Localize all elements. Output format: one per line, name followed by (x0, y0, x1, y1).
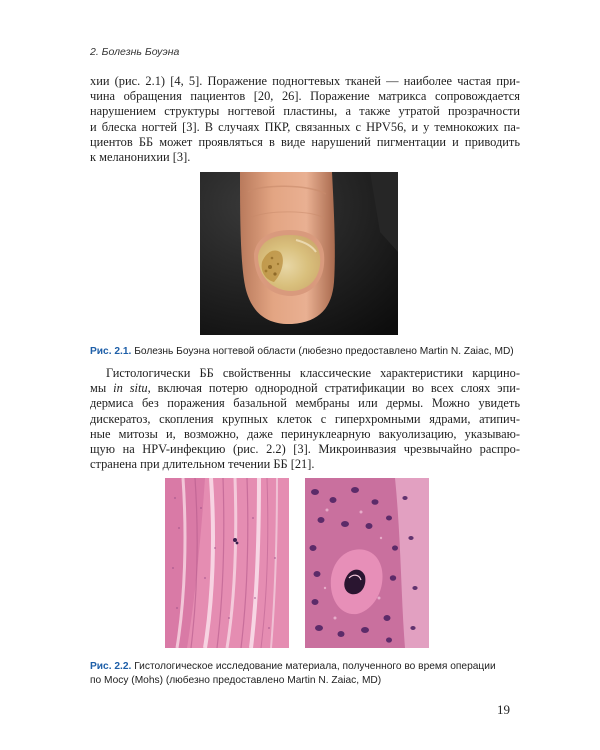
text-line: ные митозы и, возможно, даже перинуклеарную вакуолизацию, указываю- (90, 426, 520, 441)
nail-photo-illustration (200, 172, 398, 335)
text-line: нарушением структуры ногтевой пластины, а также утратой прозрачности (90, 104, 520, 119)
latin-term: in situ (113, 381, 148, 396)
text-line: щую на HPV-инфекцию (рис. 2.2) [3]. Микроинвазия чрезвычайно распро- (90, 442, 520, 457)
text-line-with-emphasis (90, 381, 520, 396)
figure-label: Рис. 2.2. (90, 661, 132, 672)
text-line: дермиса без поражения базальной мембраны или дермы. Можно увидеть (90, 396, 520, 411)
page-number: 19 (497, 702, 510, 717)
paragraph-nail-involvement (90, 74, 520, 165)
text-line: дискератоз, скопления крупных клеток с гиперхромными ядрами, атипич- (90, 411, 520, 426)
figure-2-2-histology-high-power (305, 478, 429, 648)
caption-text: Болезнь Боуэна ногтевой области (любезно предоставлено Martin N. Zaiac, MD) (131, 346, 514, 357)
text-segment: мы (90, 381, 114, 396)
text-line: чина обращения пациентов [20, 26]. Поражение матрикса сопровождается (90, 89, 520, 104)
paragraph-histology (90, 366, 520, 472)
text-line: хии (рис. 2.1) [4, 5]. Поражение подногтевых тканей — наиболее частая при- (90, 74, 520, 88)
figure-2-1-caption (90, 345, 530, 359)
histology-high-power-illustration (305, 478, 429, 648)
text-line: циентов ББ может проявляться в виде нарушений пигментации и приводить (90, 134, 520, 149)
figure-label: Рис. 2.1. (90, 346, 132, 357)
caption-text: по Мосу (Mohs) (любезно предоставлено Martin N. Zaiac, MD) (90, 675, 382, 686)
histology-low-power-illustration (165, 478, 289, 648)
caption-text: Гистологическое исследование материала, полученного во время операции (131, 661, 496, 672)
text-line: и блеска ногтей [3]. В случаях ПКР, связанных с HPV56, и у темнокожих па- (90, 119, 520, 134)
text-line: странена при длительном течении ББ [21]. (90, 457, 315, 472)
text-line: Гистологически ББ свойственны классические характеристики карцино- (106, 366, 520, 380)
running-header: 2. Болезнь Боуэна (90, 46, 180, 58)
text-line: к меланонихии [3]. (90, 150, 191, 165)
text-segment: , включая потерю однородной стратификации во всех слоях эпи- (147, 381, 520, 396)
figure-2-2-histology-low-power (165, 478, 289, 648)
figure-2-2-caption (90, 660, 530, 688)
figure-2-1-nail-photo (200, 172, 398, 335)
